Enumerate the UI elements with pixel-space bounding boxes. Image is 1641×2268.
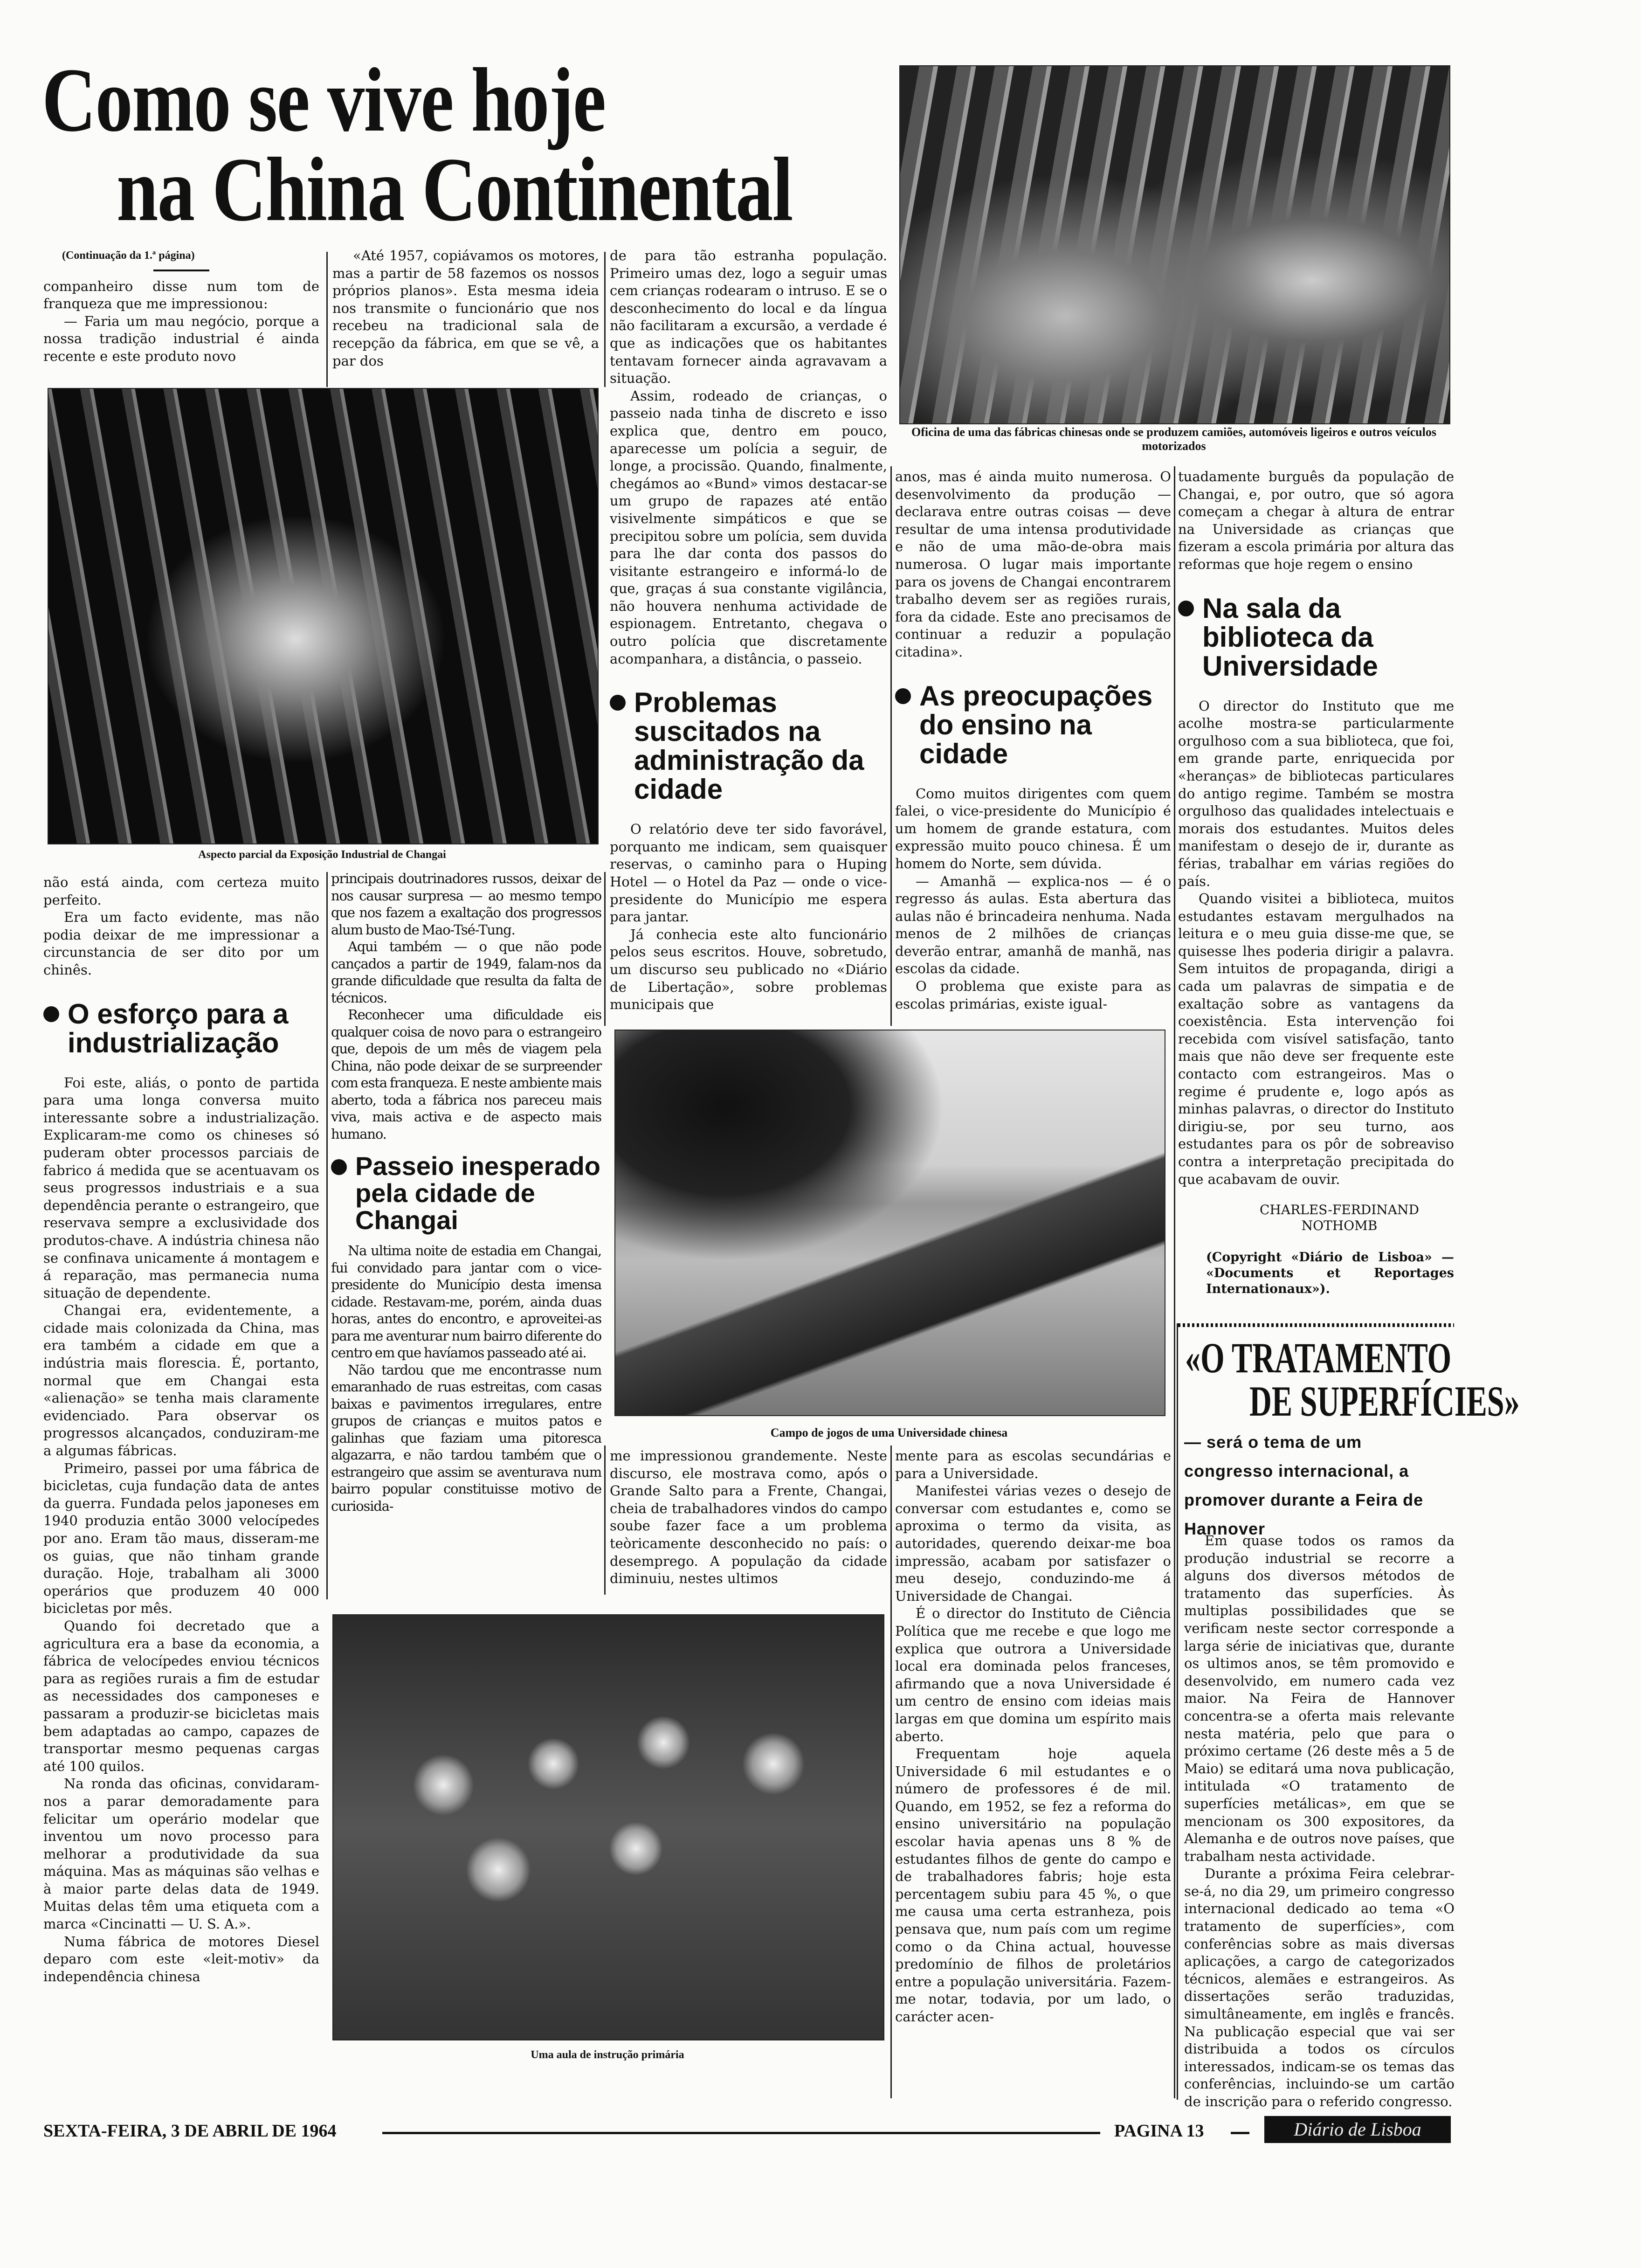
paragraph: Aqui também — o que não pode cançados a partir de 1949, falam-nos da grande dificuldade que resulta da falta de técnicos.: [331, 939, 601, 1006]
continuation-note: (Continuação da 1.ª página): [62, 249, 195, 262]
playground-photo-caption: Campo de jogos de uma Universidade chinesa: [770, 1426, 1008, 1439]
paragraph: O relatório deve ter sido favorável, porquanto me indicam, sem quaisquer reservas, o caminho para o Huping Hotel — o Hotel da Paz — onde o vice-presidente do Município me espera para jantar.: [610, 821, 887, 925]
paragraph: O director do Instituto que me acolhe mostra-se particularmente orgulhoso com a sua biblioteca, que foi, em grande parte, enriquecida por «heranças» de bibliotecas particulares do antigo regime. Também se mostra orgulhoso das qualidades intelectuais e morais dos estudantes. Muitos deles manifestam o desejo de ir, durante as férias, trabalhar em várias regiões do país.: [1178, 698, 1454, 889]
paragraph: de para tão estranha população. Primeiro umas dez, logo a seguir umas cem crianças rodearam o intruso. E se o desconhecimento do local e da língua não facilitaram a excursão, a verdade é que as indicações que os habitantes tentavam fornecer ainda agravavam a situação.: [610, 248, 887, 387]
paragraph: Primeiro, passei por uma fábrica de bicicletas, cuja fundação data de antes da guerra. Fundada pelos japoneses em 1940 produzia então 3000 velocípedes por ano. Eram tão maus, disseram-me os guias, que não tinham grande duração. Hoje, trabalham ali 3000 operários que produzem 40 000 bicicletas por mês.: [43, 1460, 319, 1617]
paragraph: Manifestei várias vezes o desejo de conversar com estudantes e, como se aproxima o termo da visita, as autoridades, querendo deixar-me boa impressão, acabam por satisfazer o meu desejo, conduzindo-me á Universidade de Changai.: [895, 1483, 1171, 1604]
column-2-top: [332, 247, 599, 370]
paragraph: Foi este, aliás, o ponto de partida para uma longa conversa muito interessante sobre a industrialização. Explicaram-me como os chineses só puderam obter processos parciais de fabrico á medida que se acentuavam os seus progressos industriais e a sua dependência perante o estrangeiro, que reservava sempre a exclusividade dos produtos-chave. A indústria chinesa não se confinava unicamente á montagem e á reparação, mas permanecia numa situação de dependente.: [43, 1074, 319, 1301]
newspaper-logo: Diário de Lisboa: [1264, 2116, 1451, 2143]
paragraph: — Faria um mau negócio, porque a nossa tradição industrial é ainda recente e este produto novo: [43, 313, 319, 364]
column-4-upper: [895, 468, 1171, 1013]
section-heading: O esforço para a industrialização: [43, 1000, 319, 1058]
paragraph: mente para as escolas secundárias e para a Universidade.: [895, 1448, 1171, 1481]
section-heading: Passeio inesperado pela cidade de Changai: [331, 1153, 601, 1234]
paragraph: — Amanhã — explica-nos — é o regresso ás aulas. Esta abertura das aulas não é brincadeira nenhuma. Nada menos de 2 milhões de crianças deverão entrar, amanhã de manhã, nas escolas da cidade.: [895, 873, 1171, 977]
paragraph: «Até 1957, copiávamos os motores, mas a partir de 58 fazemos os nossos próprios planos». Esta mesma ideia nos transmite o funcionário que nos recebeu na tradicional sala de recepção da fábrica, em que se vê, a par dos: [332, 248, 599, 369]
paragraph: Frequentam hoje aquela Universidade 6 mil estudantes e o número de professores é de mil. Quando, em 1952, se fez a reforma do ensino universitário na população escolar havia apenas uns 8 % de estudantes filhos de gente do campo e de trabalhadores fabris; hoje esta percentagem subiu para 45 %, o que me causa uma certa estranheza, pois pensava que, num país com um regime como o da China actual, houvesse predomínio de filhos de proletários entre a população universitária. Fazem-me notar, todavia, por um lado, o carácter acen-: [895, 1746, 1171, 2025]
paragraph: tuadamente burguês da população de Changai, e, por outro, que só agora começam a chegar à altura de entrar na Universidade as crianças que fizeram a escola primária por altura das reformas que hoje regem o ensino: [1178, 469, 1454, 572]
column-rule: [890, 1445, 892, 2098]
box-title-line-2: DE SUPERFÍCIES»: [1249, 1377, 1520, 1425]
paragraph: Quando visitei a biblioteca, muitos estudantes estavam mergulhados na leitura e o meu guia disse-me que, se quisesse lhes poderia dirigir a palavra. Sem intuitos de propaganda, dirigi a cada um palavras de simpatia e de exaltação sobre as vantagens da coexistência. Esta intervenção foi recebida com visível satisfação, tanto mais que não deve ser frequente este contacto com estrangeiros. Mas o regime é prudente e, logo após as minhas palavras, o director do Instituto dirigiu-se, por seu turno, aos estudantes para os pôr de sobreaviso contra a interpretação precipitada do que acabavam de ouvir.: [1178, 891, 1454, 1187]
column-rule: [326, 872, 328, 1599]
column-1-top: [43, 247, 319, 366]
bullet-icon: [895, 688, 911, 704]
paragraph: Como muitos dirigentes com quem falei, o vice-presidente do Município é um homem de grande estatura, com expressão muito pouco chinesa. É um homem do Norte, sem dúvida.: [895, 785, 1171, 871]
exhibition-photo: [48, 388, 599, 844]
paragraph: Numa fábrica de motores Diesel deparo com este «leit-motiv» da independência chinesa: [43, 1933, 319, 1984]
column-rule: [1174, 466, 1175, 2098]
box-subtitle: — será o tema de um congresso internacional, a promover durante a Feira de Hannover: [1184, 1432, 1424, 1538]
factory-photo-caption: Oficina de uma das fábricas chinesas onde se produzem camiões, automóveis ligeiros e outros veículos motorizados: [911, 425, 1436, 453]
footer-rule: [1231, 2132, 1249, 2134]
column-3-top: [610, 247, 887, 1014]
paragraph: O problema que existe para as escolas primárias, existe igual-: [895, 978, 1171, 1012]
classroom-photo-caption: Uma aula de instrução primária: [531, 2049, 684, 2061]
footer-page-number: PAGINA 13: [1114, 2121, 1204, 2141]
paragraph: Durante a próxima Feira celebrar-se-á, no dia 29, um primeiro congresso internacional dedicado ao tema «O tratamento de superfícies», com conferências sobre as mais diversas aplicações, a cargo de categorizados técnicos, alemães e estrangeiros. As dissertações serão traduzidas, simultâneamente, em inglês e francês. Na publicação especial que vai ser distribuida a todos os círculos interessados, indicam-se os temas das conferências, incluindo-se um cartão de inscrição para o referido congresso.: [1184, 1866, 1455, 2109]
box-left-rule: [1177, 1323, 1178, 2100]
footer-date: SEXTA-FEIRA, 3 DE ABRIL DE 1964: [43, 2121, 337, 2141]
headline-line-1: Como se vive hoje: [42, 49, 606, 151]
exhibition-photo-caption: Aspecto parcial da Exposição Industrial de Changai: [198, 849, 446, 861]
column-rule: [604, 1445, 606, 1595]
paragraph: É o director do Instituto de Ciência Política que me recebe e que logo me explica que outrora a Universidade local era dominada pelos franceses, afirmando que a nova Universidade é um centro de ensino com ideias mais largas em que domina um espírito mais aberto.: [895, 1605, 1171, 1744]
author-byline: CHARLES-FERDINAND NOTHOMB: [1260, 1202, 1419, 1234]
paragraph: Na ronda das oficinas, convidaram-nos a parar demoradamente para felicitar um operário modelar que inventou um novo processo para melhorar a produtividade da sua máquina. Mas as máquinas são velhas e à maior parte delas data de 1949. Muitas delas têm uma etiqueta com a marca «Cincinatti — U. S. A.».: [43, 1776, 319, 1932]
column-3-lower: [610, 1447, 887, 1588]
paragraph: companheiro disse num tom de franqueza que me impressionou:: [43, 278, 319, 312]
box-top-rule: [1178, 1323, 1454, 1327]
paragraph: anos, mas é ainda muito numerosa. O desenvolvimento da produção — declarava entre outras coisas — deve resultar de uma intensa produtividade e não de uma mão-de-obra mais numerosa. O lugar mais importante para os jovens de Changai encontrarem trabalho devem ser as regiões rurais, fora da cidade. Este ano precisamos de continuar a reduzir a população citadina».: [895, 469, 1171, 660]
copyright-note: (Copyright «Diário de Lisboa» — «Documents et Reportages Internationaux»).: [1206, 1250, 1454, 1297]
playground-photo: [614, 1030, 1165, 1416]
paragraph: principais doutrinadores russos, deixar de nos causar surpresa — ao mesmo tempo que nos fazem a exaltação dos progressos alum busto de Mao-Tsé-Tung.: [331, 871, 601, 938]
paragraph: Assim, rodeado de crianças, o passeio nada tinha de discreto e isso explica que, dentro em pouco, aparecesse um polícia a seguir, de longe, a procissão. Quando, finalmente, chegámos ao «Bund» vimos destacar-se um grupo de rapazes até então visivelmente simpáticos e que se precipitou sobre um polícia, sem duvida para lhe dar conta dos passos do visitante estrangeiro e informá-lo de que, graças á sua constante vigilância, não houvera nenhuma actividade de espionagem. Entretanto, chegava o outro polícia que discretamente acompanhara, a distância, o passeio.: [610, 387, 887, 667]
classroom-photo: [332, 1614, 884, 2040]
column-rule: [326, 252, 328, 387]
paragraph: Quando foi decretado que a agricultura era a base da economia, a fábrica de velocípedes enviou técnicos para as regiões rurais a fim de estudar as necessidades dos camponeses e passaram a produzir-se bicicletas mais bem adaptadas ao campo, capazes de transportar mesmo pequenas cargas até 100 quilos.: [43, 1618, 319, 1774]
paragraph: Em quase todos os ramos da produção industrial se recorre a alguns dos diversos métodos de tratamento das superfícies. Às multiplas possibilidades que se verificam neste sector corresponde a larga série de iniciativas que, durante os ultimos anos, se têm promovido e desenvolvido, em numero cada vez maior. Na Feira de Hannover concentra-se a oferta mais relevante nesta matéria, pelo que para o próximo certame (26 deste mês a 5 de Maio) se editará uma nova publicação, intitulada «O tratamento de superfícies metálicas», em que se mencionam os 300 expositores, da Alemanha e de outros nove países, que trabalham nesta actividade.: [1184, 1533, 1455, 1864]
headline-line-2: na China Continental: [117, 139, 793, 240]
paragraph: Reconhecer uma dificuldade eis qualquer coisa de novo para o estrangeiro que, depois de um mês de viagem pela China, não pode deixar de se surpreender com esta franqueza. E neste ambiente mais aberto, toda a fábrica nos pareceu mais viva, mais activa e de aspecto mais humano.: [331, 1007, 601, 1142]
column-rule: [604, 872, 606, 1026]
footer-rule: [382, 2132, 1100, 2134]
paragraph: me impressionou grandemente. Neste discurso, ele mostrava como, após o Grande Salto para a Frente, Changai, cheia de trabalhadores vindos do campo soube fazer face a um problema teòricamente desconhecido no país: o desemprego. A população da cidade diminuiu, nestes ultimos: [610, 1448, 887, 1587]
column-rule: [604, 252, 606, 387]
bullet-icon: [331, 1159, 347, 1175]
column-1-lower: [43, 874, 319, 1985]
section-heading: As preocupações do ensino na cidade: [895, 682, 1171, 768]
paragraph: Changai era, evidentemente, a cidade mais colonizada da China, mas era também a cidade em que a indústria mais florescia. É, portanto, normal que em Changai esta «alienação» se tenha mais claramente evidenciado. Para observar os progressos alcançados, conduziram-me a algumas fábricas.: [43, 1302, 319, 1459]
section-heading: Problemas suscitados na administração da cidade: [610, 688, 887, 804]
column-4-lower: [895, 1447, 1171, 2026]
paragraph: Era um facto evidente, mas não podia deixar de me impressionar a circunstancia de ser dito por um chinês.: [43, 909, 319, 978]
factory-photo: [899, 65, 1450, 424]
paragraph: Não tardou que me encontrasse num emaranhado de ruas estreitas, com casas baixas e pavimentos irregulares, entre grupos de crianças e muitos patos e galinhas que faziam uma pitoresca algazarra, e não tardou também que o estrangeiro que assim se aventurava num bairro popular constituisse motivo de curiosida-: [331, 1362, 601, 1514]
divider: [153, 270, 209, 271]
bullet-icon: [1178, 601, 1194, 616]
column-5-upper: [1178, 468, 1454, 1297]
paragraph: Na ultima noite de estadia em Changai, fui convidado para jantar com o vice-presidente do Município desta imensa cidade. Restavam-me, porém, ainda duas horas, antes do encontro, e aproveitei-as para me aventurar num bairro diferente do centro em que havíamos passeado até ai.: [331, 1243, 601, 1361]
column-2-lower: [331, 870, 601, 1514]
section-heading: Na sala da biblioteca da Universidade: [1178, 594, 1454, 681]
box-title-line-1: «O TRATAMENTO: [1185, 1334, 1452, 1382]
paragraph: Já conhecia este alto funcionário pelos seus escritos. Houve, sobretudo, um discurso seu publicado no «Diário de Libertação», sobre problemas municipais que: [610, 926, 887, 1013]
column-rule: [890, 466, 892, 1026]
bullet-icon: [43, 1006, 59, 1022]
bullet-icon: [610, 695, 626, 711]
paragraph: não está ainda, com certeza muito perfeito.: [43, 874, 319, 908]
box-body: [1184, 1532, 1455, 2111]
